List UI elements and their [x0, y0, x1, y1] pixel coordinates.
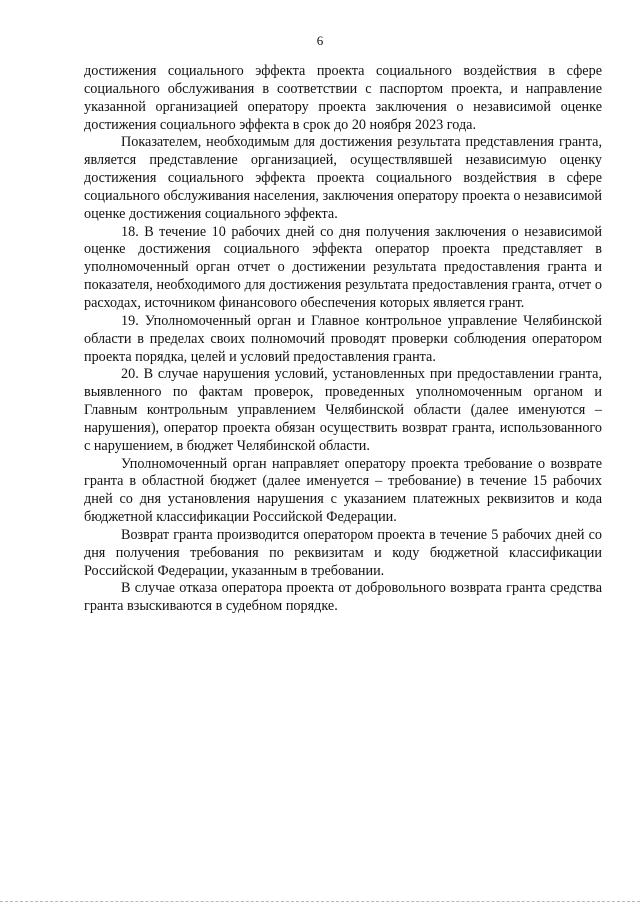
page-number: 6 — [316, 33, 324, 48]
scan-bottom-edge — [0, 901, 640, 902]
document-body — [84, 63, 602, 616]
paragraph-refund: Возврат гранта производится оператором проекта в течение 5 рабочих дней со дня получения требования по реквизитам и коду бюджетной классификации Российской Федерации, указанным в требовании. — [84, 526, 602, 579]
paragraph-item-18: 18. В течение 10 рабочих дней со дня получения заключения о независимой оценке достижения социального эффекта оператор проекта представляет в уполномоченный орган отчет о достижении результата предоставления гранта и показателя, необходимого для достижения результата предоставления гранта, отчет о расходах, источником финансового обеспечения которых является грант. — [84, 223, 602, 311]
paragraph-court: В случае отказа оператора проекта от добровольного возврата гранта средства гранта взыскиваются в судебном порядке. — [84, 580, 602, 615]
paragraph-demand: Уполномоченный орган направляет оператору проекта требование о возврате гранта в областной бюджет (далее именуется – требование) в течение 15 рабочих дней со дня установления нарушения с указанием платежных реквизитов и кода бюджетной классификации Российской Федерации. — [84, 455, 602, 526]
paragraph-indicator: Показателем, необходимым для достижения результата представления гранта, является представление организацией, осуществлявшей независимую оценку достижения социального эффекта проекта социального воздействия в сфере социального обслуживания населения, заключения оператору проекта о независимой оценке достижения социального эффекта. — [84, 134, 602, 222]
paragraph-item-19: 19. Уполномоченный орган и Главное контрольное управление Челябинской области в пределах своих полномочий проводят проверки соблюдения оператором проекта порядка, целей и условий предоставления гранта. — [84, 312, 602, 365]
paragraph-item-20: 20. В случае нарушения условий, установленных при предоставлении гранта, выявленного по фактам проверок, проведенных уполномоченным органом и Главным контрольным управлением Челябинской области (далее именуются – нарушения), оператор проекта обязан осуществить возврат гранта, использованного с нарушением, в бюджет Челябинской области. — [84, 366, 602, 454]
paragraph-continuation: достижения социального эффекта проекта социального воздействия в сфере социального обслуживания в соответствии с паспортом проекта, и направление указанной организацией оператору проекта заключения о независимой оценке достижения социального эффекта в срок до 20 ноября 2023 года. — [84, 63, 602, 133]
